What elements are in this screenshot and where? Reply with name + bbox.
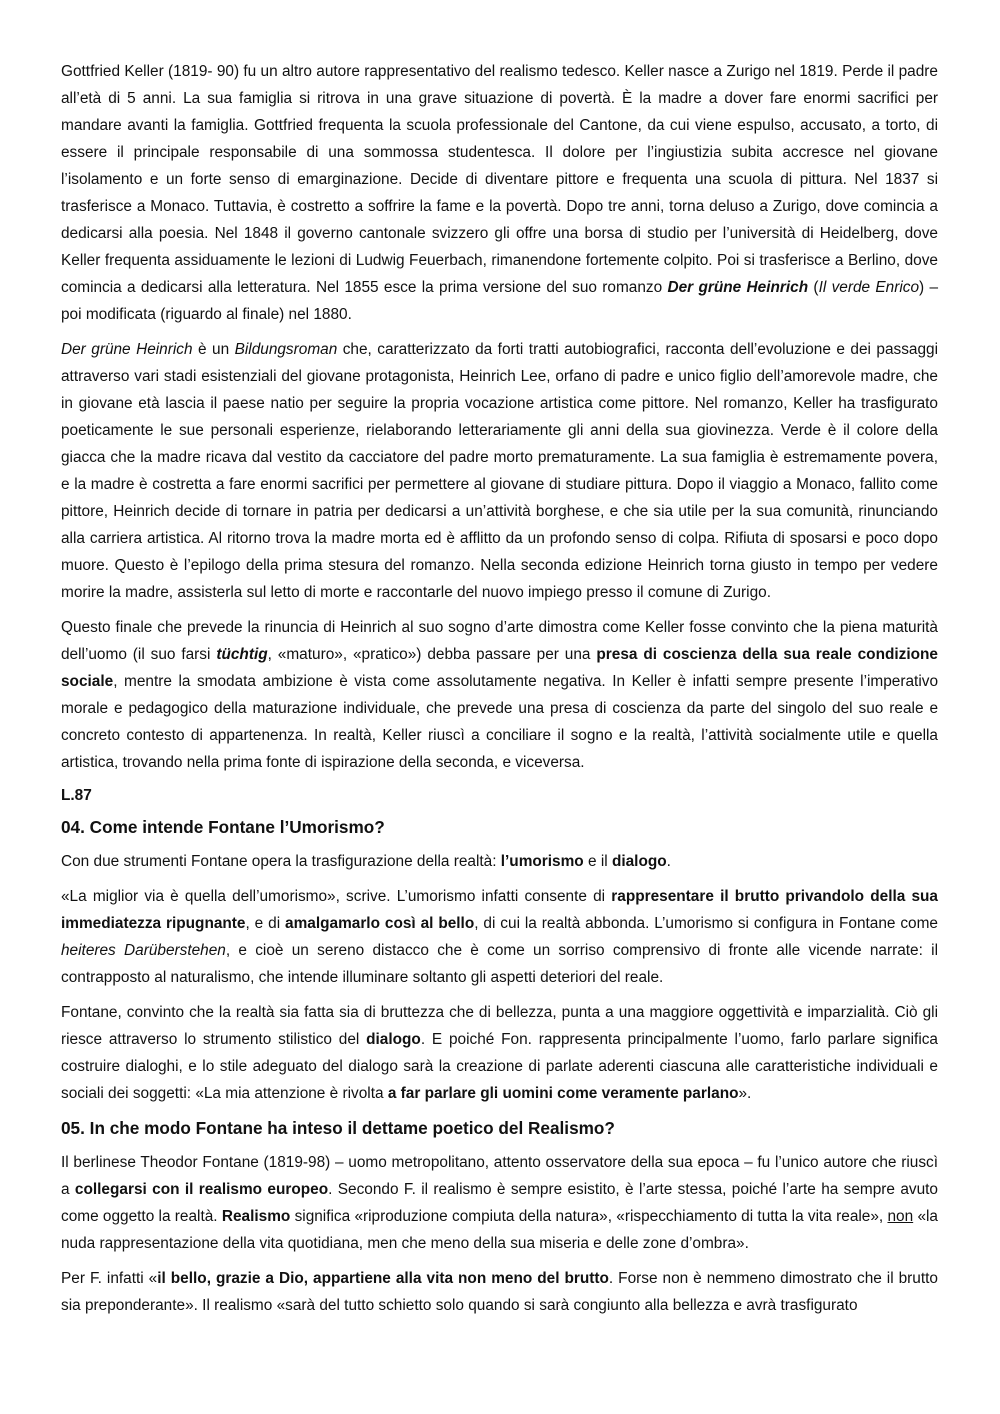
text-run: «La miglior via è quella dell’umorismo», scrive. L’umorismo infatti consente di — [61, 888, 612, 905]
text-run: è un — [192, 341, 235, 358]
emphasis: dialogo — [611, 853, 667, 870]
emphasis: amalgamarlo così al bello — [285, 915, 475, 932]
text-run: . Forse non è nemmeno dimostrato che il brutto sia preponderante». Il realismo «sarà del tutto schietto solo quando si sarà congiunto alla bellezza e avrà trasfigurato — [61, 1270, 938, 1314]
key-term: heiteres Darüberstehen — [61, 942, 226, 959]
text-run: . — [666, 853, 671, 870]
emphasis: l’umorismo — [500, 853, 584, 870]
emphasis: dialogo — [366, 1031, 421, 1048]
emphasis: il bello, grazie a Dio, appartiene alla vita non meno del brutto — [157, 1270, 609, 1287]
novel-title: Der grüne Heinrich — [667, 279, 809, 296]
text-run: Il berlinese Theodor Fontane (1819-98) – uomo metropolitano, attento osservatore della sua epoca – fu l’unico autore che riuscì a — [61, 1154, 938, 1198]
text-run: , di cui la realtà abbonda. L’umorismo si configura in Fontane come — [474, 915, 938, 932]
emphasis: collegarsi con il realismo europeo — [74, 1181, 329, 1198]
text-run: Con due strumenti Fontane opera la trasfigurazione della realtà: — [61, 853, 501, 870]
text-run: , e cioè un sereno distacco che è come un sorriso comprensivo di fronte alle vicende narrate: il contrapposto al naturalismo, che intende illuminare soltanto gli aspetti deteriori del reale. — [61, 942, 938, 986]
question-heading: 05. In che modo Fontane ha inteso il dettame poetico del Realismo? — [61, 1118, 615, 1138]
question-heading: 04. Come intende Fontane l’Umorismo? — [61, 817, 385, 837]
text-run: Per F. infatti « — [61, 1270, 158, 1287]
paragraph-fontane-realismo — [61, 1149, 938, 1257]
text-run: , «maturo», «pratico») debba passare per una — [267, 646, 597, 663]
text-run: , e di — [245, 915, 286, 932]
text-run: ». — [738, 1085, 752, 1102]
paragraph-dialogo — [61, 999, 938, 1107]
text-run: ( — [808, 279, 819, 296]
paragraph-bello-brutto — [61, 1265, 938, 1319]
paragraph-keller-biography — [61, 58, 938, 328]
document-page — [61, 58, 938, 1327]
emphasis: rappresentare il brutto privandolo della sua immediatezza ripugnante — [61, 888, 938, 932]
text-run: che, caratterizzato da forti tratti autobiografici, racconta dell’evoluzione e dei passaggi attraverso vari stadi esistenziali del giovane protagonista, Heinrich Lee, orfano di padre e unico figlio dell’amorevole madre, che in giovane età lascia il paese natio per seguire la propria vocazione artistica come pittore. Nel romanzo, Keller ha trasfigurato poeticamente le sue personali esperienze, rielaborando letterariamente gli anni della sua giovinezza. Verde è il colore della giacca che la madre ricava dal vestito da cacciatore del padre morto prematuramente. La sua famiglia è estremamente povera, e la madre è costretta a fare enormi sacrifici per permettere al giovane di studiare pittura. Dopo il viaggio a Monaco, fallito come pittore, Heinrich decide di tornare in patria per dedicarsi a un’attività borghese, e che sia utile per la sua comunità, rinunciando alla carriera artistica. Al ritorno trova la madre morta ed è afflitto da un profondo senso di colpa. Rifiuta di sposarsi e poco dopo muore. Questo è l’epilogo della prima stesura del romanzo. Nella seconda edizione Heinrich torna giusto in tempo per vedere morire la madre, assisterla sul letto di morte e raccontarle del nuovo impiego presso il comune di Zurigo. — [61, 341, 938, 601]
paragraph-strumenti — [61, 848, 938, 875]
lesson-label: L.87 — [61, 787, 92, 804]
text-run: , mentre la smodata ambizione è vista come assolutamente negativa. In Keller è infatti sempre presente l’imperativo morale e pedagogico della maturazione individuale, che prevede una presa di coscienza da parte del singolo del suo reale e concreto contesto di appartenenza. In realtà, Keller riuscì a conciliare il sogno e la realtà, l’attività socialmente utile e quella artistica, trovando nella prima fonte di ispirazione della seconda, e viceversa. — [61, 673, 938, 771]
text-run: . E poiché Fon. rappresenta principalmente l’uomo, farlo parlare significa costruire dialoghi, e lo stile adeguato del dialogo sarà la creazione di parlate aderenti ciascuna alle caratteristiche individuali e sociali dei soggetti: «La mia attenzione è rivolta — [61, 1031, 938, 1102]
paragraph-umorismo — [61, 883, 938, 991]
key-term: tüchtig — [216, 646, 268, 663]
novel-title: Der grüne Heinrich — [61, 341, 193, 358]
emphasis: a far parlare gli uomini come veramente parlano — [387, 1085, 739, 1102]
emphasis: Realismo — [221, 1208, 291, 1225]
underlined-word: non — [887, 1208, 914, 1225]
text-run: ) – poi modificata (riguardo al finale) nel 1880. — [61, 279, 939, 323]
text-run: . Secondo F. il realismo è sempre esistito, è l’arte stessa, poiché l’arte ha sempre avuto come oggetto la realtà. — [61, 1181, 938, 1225]
genre-term: Bildungsroman — [234, 341, 338, 358]
paragraph-gruene-heinrich — [61, 336, 938, 606]
text-run: significa «riproduzione compiuta della natura», «rispecchiamento di tutta la vita reale», — [290, 1208, 888, 1225]
text-run: Fontane, convinto che la realtà sia fatta sia di bruttezza che di bellezza, punta a una maggiore oggettività e imparzialità. Ciò gli riesce attraverso lo strumento stilistico del — [61, 1004, 938, 1048]
text-run: «la nuda rappresentazione della vita quotidiana, men che meno della sua miseria e delle zone d’ombra». — [61, 1208, 938, 1252]
text-run: Gottfried Keller (1819- 90) fu un altro autore rappresentativo del realismo tedesco. Keller nasce a Zurigo nel 1819. Perde il padre all’età di 5 anni. La sua famiglia si ritrova in una grave situazione di povertà. È la madre a dover fare enormi sacrifici per mandare avanti la famiglia. Gottfried frequenta la scuola professionale del Cantone, da cui viene espulso, accusato, a torto, di essere il principale responsabile di una sommossa studentesca. Il dolore per l’ingiustizia subita accresce nel giovane l’isolamento e un forte senso di emarginazione. Decide di diventare pittore e frequenta una scuola di pittura. Nel 1837 si trasferisce a Monaco. Tuttavia, è costretto a soffrire la fame e la povertà. Dopo tre anni, torna deluso a Zurigo, dove comincia a dedicarsi alla poesia. Nel 1848 il governo cantonale svizzero gli offre una borsa di studio per l’università di Heidelberg, dove Keller frequenta assiduamente le lezioni di Ludwig Feuerbach, rimanendone fortemente colpito. Poi si trasferisce a Berlino, dove comincia a dedicarsi alla letteratura. Nel 1855 esce la prima versione del suo romanzo — [61, 63, 938, 296]
novel-title-italian: Il verde Enrico — [818, 279, 920, 296]
paragraph-finale — [61, 614, 938, 776]
text-run: e il — [583, 853, 612, 870]
text-run: Questo finale che prevede la rinuncia di Heinrich al suo sogno d’arte dimostra come Keller fosse convinto che la piena maturità dell’uomo (il suo farsi — [61, 619, 938, 663]
emphasis: presa di coscienza della sua reale condizione sociale — [61, 646, 938, 690]
